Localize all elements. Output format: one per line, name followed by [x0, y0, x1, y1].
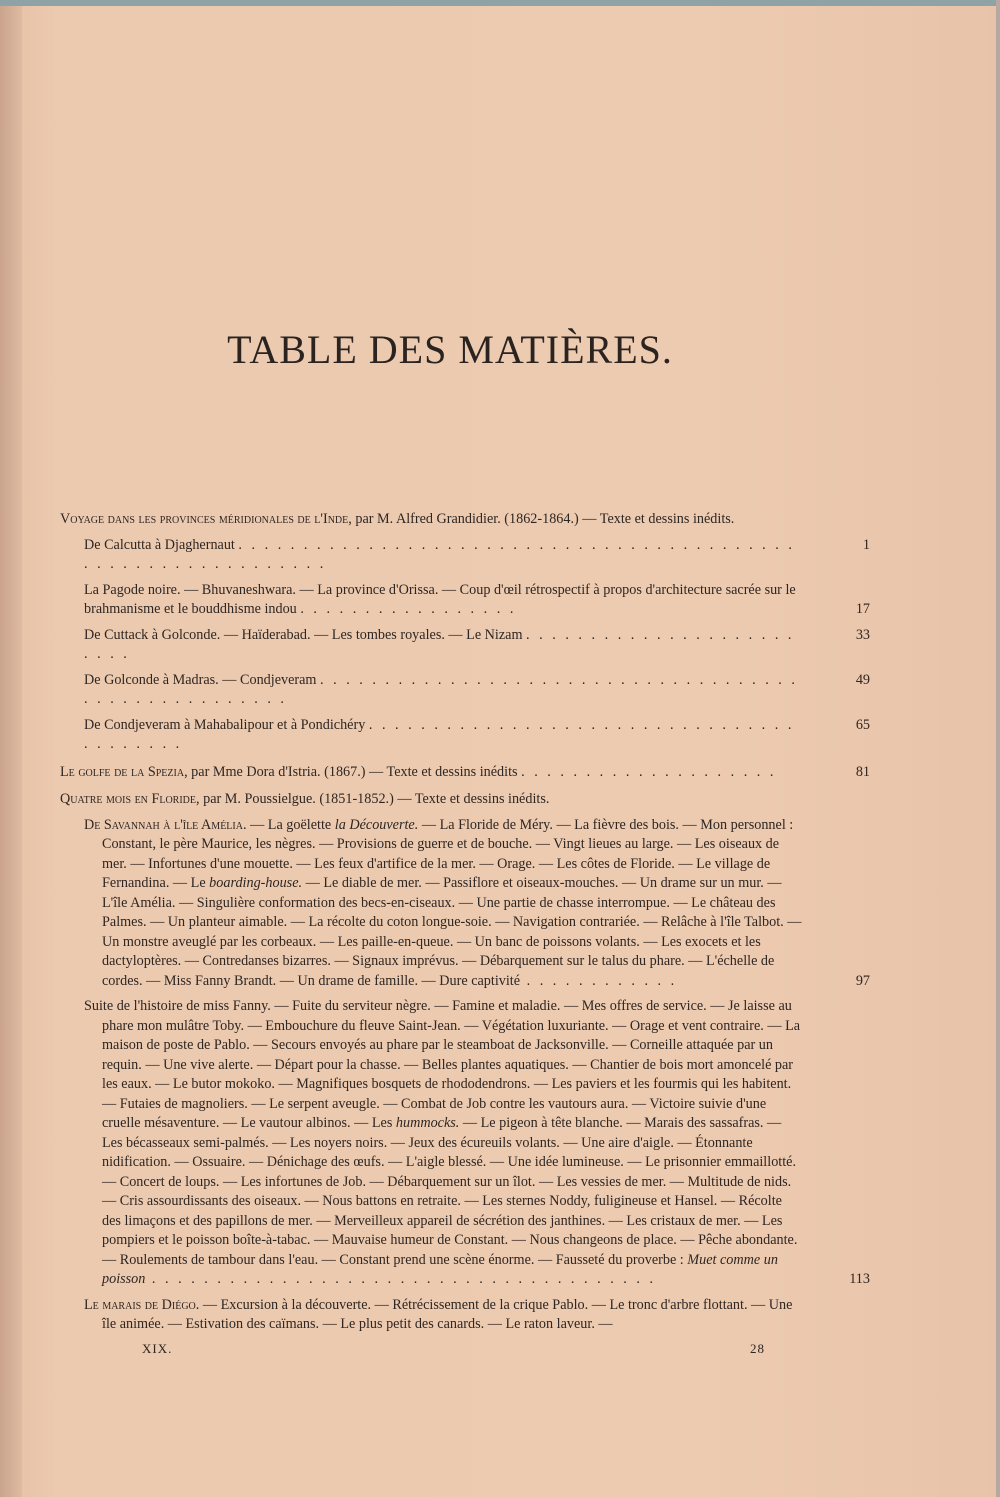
entry-author-info: , par M. Alfred Grandidier. (1862-1864.) — Texte et dessins inédits.: [348, 511, 735, 527]
toc-subentry: [60, 626, 870, 665]
subentry-italic: hummocks.: [395, 1115, 460, 1131]
toc-subentry: [60, 997, 870, 1290]
subentry-italic: la Découverte.: [334, 816, 419, 833]
dot-leaders: . . . . . . . . . . . . . . . . . . . . . . . . . . . . . . . . . . . . . . . . . . . . . . . . . . . . . . . . . . . . . .: [84, 536, 795, 572]
page-number: 97: [855, 972, 870, 989]
page-number: 33: [855, 626, 870, 643]
table-of-contents: [60, 510, 870, 1335]
dot-leaders: . . . . . . . . . . . . . . . . . . . . . . . . . . . . . . . . . . . . . . .: [145, 1271, 657, 1287]
toc-subentry: [60, 536, 870, 575]
toc-entry-inde: [60, 510, 870, 530]
subentry-text: De Condjeveram à Mahabalipour et à Pondichéry: [84, 716, 366, 733]
page-title: TABLE DES MATIÈRES.: [227, 327, 673, 372]
page-top-edge: [0, 0, 1000, 6]
toc-entry-floride: [60, 790, 870, 810]
toc-subentry: [60, 1296, 870, 1335]
subentry-text: De Cuttack à Golconde. — Haïderabad. — Les tombes royales. — Le Nizam: [84, 626, 523, 643]
page-number: 1: [862, 536, 870, 553]
dot-leaders: . . . . . . . . . . . . . . . . . . . . . . . . .: [84, 626, 795, 662]
book-spine-shadow: [0, 0, 22, 1497]
dot-leaders: . . . . . . . . . . . . . . . . . . . .: [521, 763, 777, 780]
entry-title: Le golfe de la Spezia: [60, 763, 185, 780]
subentry-italic: Muet comme un poisson: [102, 1251, 778, 1287]
toc-subentry: [60, 671, 870, 710]
entry-author-info: , par M. Poussielgue. (1851-1852.) — Texte et dessins inédits.: [196, 791, 550, 807]
subentry-text: La Pagode noire. — Bhuvaneshwara. — La province d'Orissa. — Coup d'œil rétrospectif à propos d'architecture sacrée sur le brahmanisme et le bouddhisme indou: [84, 581, 796, 617]
toc-subentry: [60, 816, 870, 992]
dot-leaders: . . . . . . . . . . . . . . . . .: [300, 601, 517, 617]
toc-subentry: [60, 581, 870, 620]
entry-title: Quatre mois en Floride: [60, 791, 196, 807]
page-footer: [0, 1341, 1000, 1361]
subentry-text: — Excursion à la découverte. — Rétrécissement de la crique Pablo. — Le tronc d'arbre flottant. — Une île animée. — Estivation des caïmans. — Le plus petit des canards. — Le raton laveur. —: [102, 1296, 793, 1332]
toc-subentry: [60, 716, 870, 755]
entry-title: Voyage dans les provinces méridionales de l'Inde: [60, 511, 349, 527]
page-number: 65: [855, 716, 870, 733]
toc-entry-spezia: [60, 763, 870, 783]
subentry-text: De Calcutta à Djaghernaut: [84, 536, 235, 553]
subentry-text: — Le diable de mer. — Passiflore et oiseaux-mouches. — Un drame sur un mur. — L'île Amélia. — Singulière conformation des becs-en-ciseaux. — Une partie de chasse interrompue. — Le château des Palmes. — Un planteur aimable. — La récolte du coton longue-soie. — Navigation contrariée. — Relâche à l'île Talbot. — Un monstre aveuglé par les corbeaux. — Les paille-en-queue. — Un banc de poissons volants. — Les exocets et les dactyloptères. — Contredanses bizarres. — Signaux imprévus. — Débarquement sur le talus du phare. — L'échelle de cordes. — Miss Fanny Brandt. — Un drame de famille. — Dure captivité: [102, 875, 802, 989]
subentry-italic: boarding-house.: [209, 875, 303, 891]
page-number: 81: [855, 763, 870, 780]
subentry-text: Suite de l'histoire de miss Fanny. — Fuite du serviteur nègre. — Famine et maladie. — Mes offres de service. — Je laisse au phare mon mulâtre Toby. — Embouchure du fleuve Saint-Jean. — Végétation luxuriante. — Orage et vent contraire. — La maison de poste de Pablo. — Secours envoyés au phare par le steamboat de Jacksonville. — Corneille attaquée par un requin. — Une vive alerte. — Départ pour la chasse. — Belles plantes aquatiques. — Chantier de bois mort amoncelé par les eaux. — Le butor mokoko. — Magnifiques bosquets de rhododendrons. — Les paviers et les fourmis qui les habitent. — Futaies de magnoliers. — Le serpent aveugle. — Combat de Job contre les vautours aura. — Victoire suivie d'une cruelle mésaventure. — Le vautour albinos. — Les: [84, 998, 801, 1131]
subentry-heading: Le marais de Diégo.: [84, 1296, 200, 1313]
entry-author-info: , par Mme Dora d'Istria. (1867.) — Texte et dessins inédits: [184, 763, 518, 780]
page-number: 49: [855, 671, 870, 688]
page-right-edge: [996, 0, 1000, 1497]
subentry-text: — La Floride de Méry. — La fièvre des bois. — Mon personnel : Constant, le père Maurice, les nègres. — Provisions de guerre et de bouche. — Vingt lieues au large. — Les oiseaux de mer. — Infortunes d'une mouette. — Les feux d'artifice de la mer. — Orage. — Les côtes de Floride. — Le village de Fernandina. — Le: [102, 816, 794, 891]
signature-mark: 28: [750, 1341, 765, 1356]
subentry-heading: De Savannah à l'île Amélia.: [84, 816, 247, 833]
subentry-text: — Le pigeon à tête blanche. — Marais des sassafras. — Les bécasseaux semi-palmés. — Les noyers noirs. — Jeux des écureuils volants. — Une aire d'aigle. — Étonnante nidification. — Ossuaire. — Dénichage des œufs. — L'aigle blessé. — Une idée lumineuse. — Le prisonnier emmaillotté. — Concert de loups. — Les infortunes de Job. — Débarquement sur un îlot. — Les vessies de mer. — Multitude de nids. — Cris assourdissants des oiseaux. — Nous battons en retraite. — Les sternes Noddy, fuligineuse et Hansel. — Récolte des limaçons et des papillons de mer. — Merveilleux appareil de sécrétion des janthines. — Les cristaux de mer. — Les pompiers et le poisson boîte-à-tabac. — Mauvaise humeur de Constant. — Nous changeons de place. — Pêche abondante. — Roulements de tambour dans l'eau. — Constant prend une scène énorme. — Fausseté du proverbe :: [102, 1115, 798, 1268]
page-number: 17: [855, 601, 870, 617]
subentry-text: De Golconde à Madras. — Condjeveram: [84, 671, 317, 688]
page-number: 113: [849, 1271, 870, 1287]
volume-number: XIX.: [142, 1341, 173, 1356]
dot-leaders: . . . . . . . . . . . . . . . . . . . . . . . . . . . . . . . . . . . . . . . . . . . . . . . . . . . . .: [84, 671, 798, 707]
dot-leaders: . . . . . . . . . . . .: [520, 972, 678, 989]
dot-leaders: . . . . . . . . . . . . . . . . . . . . . . . . . . . . . . . . . . . . . . . . .: [84, 716, 795, 752]
subentry-text: — La goëlette: [246, 816, 335, 833]
